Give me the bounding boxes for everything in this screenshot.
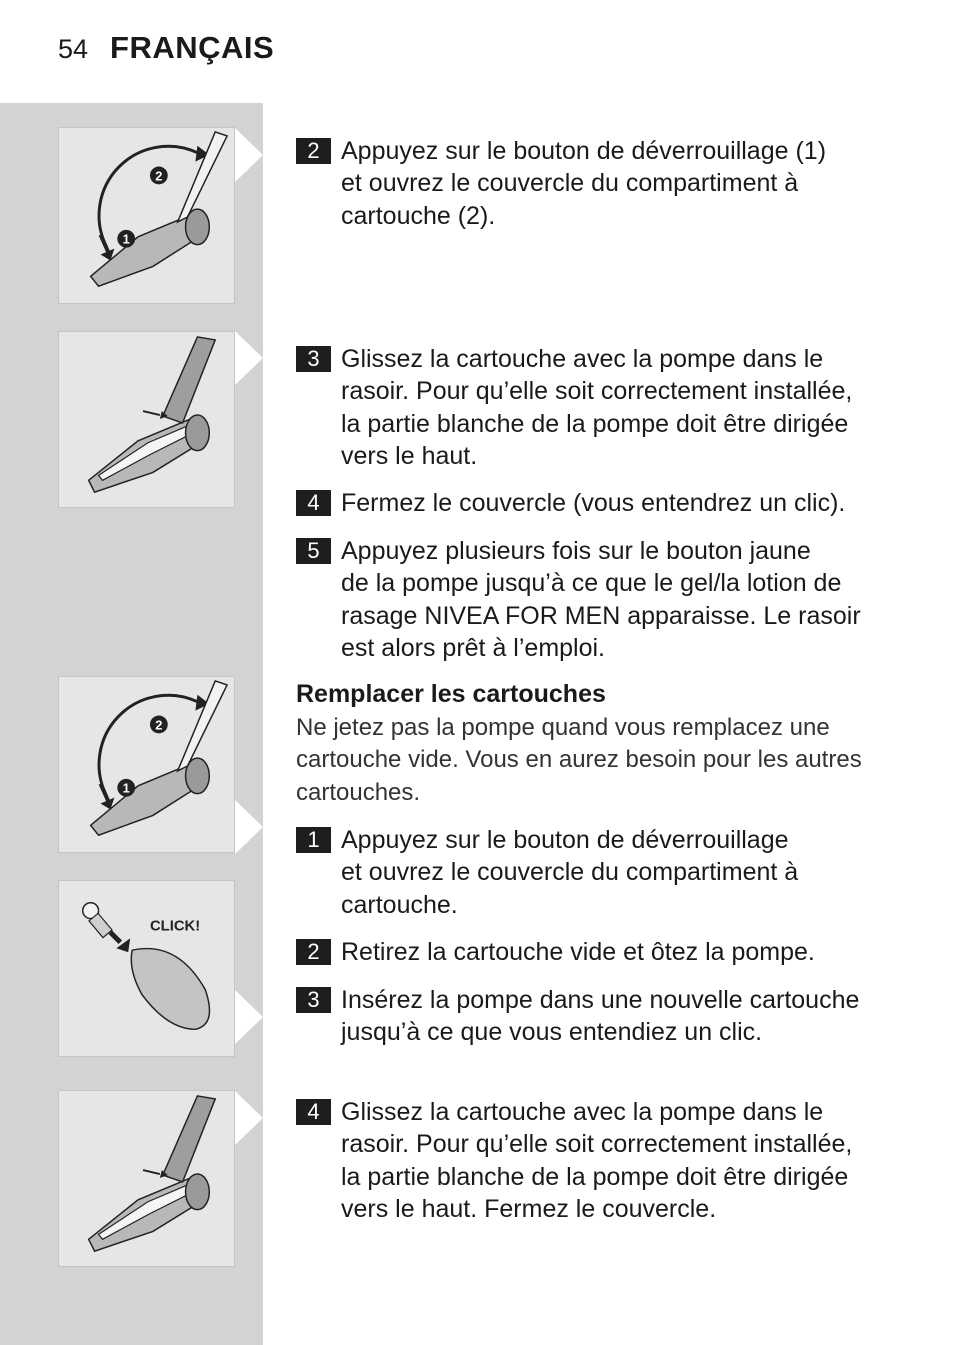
step-number-badge: 3 — [296, 346, 331, 372]
figure-pump-click — [58, 880, 235, 1057]
section-title: Remplacer les cartouches — [296, 680, 606, 708]
step-number-badge: 1 — [296, 827, 331, 853]
svg-text:1: 1 — [122, 231, 130, 247]
step-text: Appuyez sur le bouton de déverrouillage (1) et ouvrez le couvercle du compartiment à cartouche (2). — [341, 137, 827, 230]
step-text: Fermez le couvercle (vous entendrez un clic). — [341, 489, 846, 517]
figure-pointer — [235, 331, 263, 385]
figure-insert-cartridge-2 — [58, 1090, 235, 1267]
figure-insert-cartridge-1 — [58, 331, 235, 508]
step-number-badge: 2 — [296, 939, 331, 965]
language-title: FRANÇAIS — [110, 30, 275, 65]
page-header — [58, 30, 274, 74]
step-text: Appuyez sur le bouton de déverrouillage et ouvrez le couvercle du compartiment à cartouche. — [341, 826, 799, 919]
step-number-badge: 4 — [296, 490, 331, 516]
step-number-badge: 4 — [296, 1099, 331, 1125]
figure-pointer — [235, 800, 263, 854]
step-text: Glissez la cartouche avec la pompe dans le rasoir. Pour qu’elle soit correctement installée, la partie blanche de la pompe doit être dirigée vers le haut. Fermez le couvercle. — [341, 1098, 853, 1223]
step-number-badge: 3 — [296, 987, 331, 1013]
shaver-insert-illustration — [59, 332, 234, 507]
figure-open-cover-1 — [58, 127, 235, 304]
step-text: Glissez la cartouche avec la pompe dans le rasoir. Pour qu’elle soit correctement installée, la partie blanche de la pompe doit être dirigée vers le haut. — [341, 345, 853, 470]
svg-text:2: 2 — [155, 168, 163, 184]
step-number-badge: 5 — [296, 538, 331, 564]
section-intro: Ne jetez pas la pompe quand vous remplacez une cartouche vide. Vous en aurez besoin pour les autres cartouches. — [296, 714, 862, 806]
figure-pointer — [235, 1091, 263, 1145]
figure-pointer — [235, 990, 263, 1044]
figure-open-cover-2 — [58, 676, 235, 853]
step-text: Insérez la pompe dans une nouvelle cartouche jusqu’à ce que vous entendiez un clic. — [341, 986, 860, 1047]
shaver-insert-illustration — [59, 1091, 234, 1266]
svg-text:2: 2 — [155, 717, 163, 733]
shaver-open-illustration — [59, 128, 234, 303]
svg-text:1: 1 — [122, 780, 130, 796]
page-number: 54 — [58, 34, 89, 64]
shaver-open-illustration — [59, 677, 234, 852]
step-number-badge: 2 — [296, 138, 331, 164]
step-text: Appuyez plusieurs fois sur le bouton jaune de la pompe jusqu’à ce que le gel/la lotion de rasage NIVEA FOR MEN apparaisse. Le rasoir est alors prêt à l’emploi. — [341, 537, 861, 662]
svg-text:CLICK!: CLICK! — [149, 918, 201, 935]
pump-cartridge-illustration — [59, 881, 234, 1056]
step-text: Retirez la cartouche vide et ôtez la pompe. — [341, 938, 815, 966]
figure-pointer — [235, 128, 263, 182]
